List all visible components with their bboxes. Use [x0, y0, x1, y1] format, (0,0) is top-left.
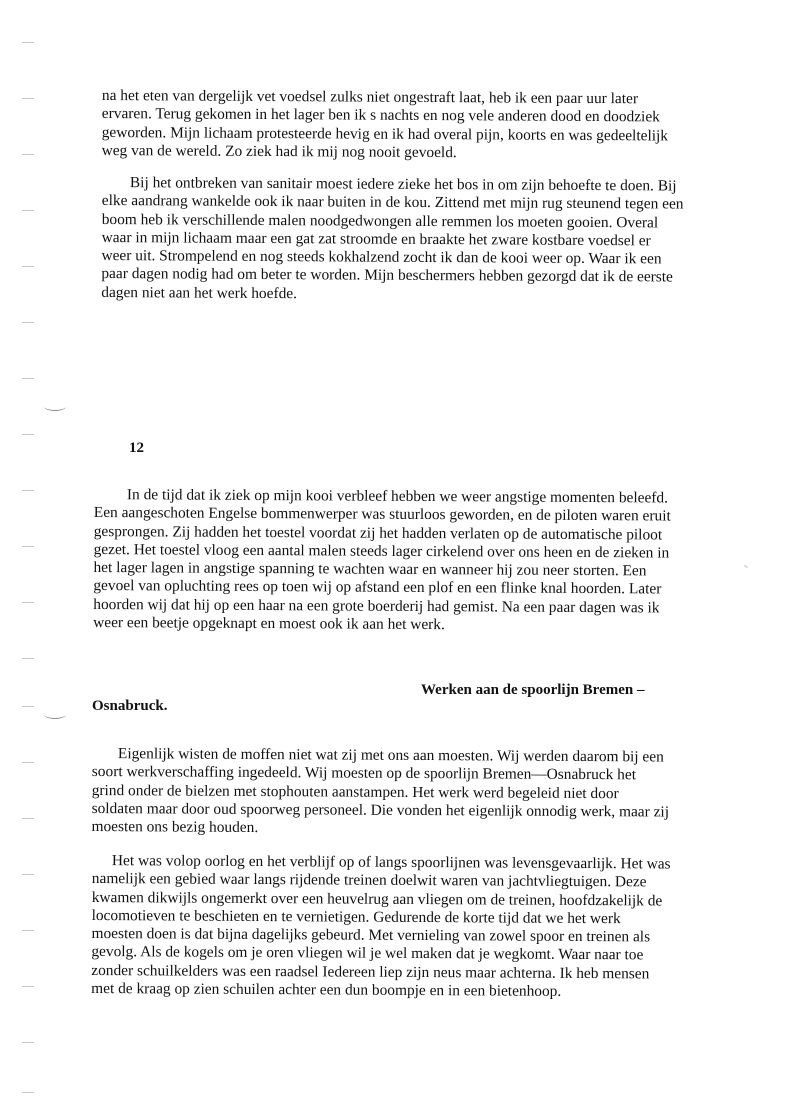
text-line: gezet. Het toestel vloog een aantal malen steeds lager cirkelend over ons heen en de zieken in: [93, 540, 670, 562]
paragraph-5: [91, 852, 671, 1002]
text-line: soort werkverschaffing ingedeeld. Wij moesten op de spoorlijn Bremen—Osnabruck het: [91, 763, 637, 784]
text-line: kwamen dikwijls ongemerkt over een heuvelrug aan vliegen om de treinen, hoofdzakelijk de: [91, 888, 663, 910]
text-line: dagen niet aan het werk hoefde.: [101, 283, 298, 302]
margin-mark: [22, 546, 34, 547]
margin-mark: [22, 154, 34, 155]
text-line: met de kraag op zien schuilen achter een dun boompje en in een bietenhoop.: [91, 980, 562, 1000]
paragraph-4: [91, 745, 669, 840]
margin-mark: [22, 1042, 34, 1043]
scan-speck: [744, 565, 748, 568]
text-line: In de tijd dat ik ziek op mijn kooi verbleef hebben we weer angstige momenten beleefd.: [126, 486, 669, 507]
text-line: zonder schuilkelders was een raadsel Iedereen liep zijn neus maar achterna. Ik heb mensen: [91, 961, 650, 983]
text-line: moesten doen is dat bijna dagelijks gebeurd. Met vernieling van zowel spoor en treinen als: [91, 925, 651, 946]
margin-mark: [22, 874, 34, 875]
section-heading: Werken aan de spoorlijn Bremen –: [421, 682, 645, 698]
text-line: locomotieven te beschieten en te vernietigen. Gedurende de korte tijd dat we het werk: [91, 906, 621, 928]
punch-hole-mark: [44, 710, 66, 719]
margin-mark: [22, 706, 34, 707]
text-line: ervaren. Terug gekomen in het lager ben ik s nachts en nog vele anderen dood en doodziek: [101, 105, 660, 126]
margin-mark: [22, 1092, 34, 1093]
margin-mark: [22, 602, 34, 603]
margin-mark: [22, 322, 34, 323]
text-line: namelijk een gebied waar langs rijdende treinen doelwit waren van jachtvliegtuigen. Deze: [91, 870, 647, 891]
text-line: soldaten maar door oud spoorweg personeel. Die vonden het eigenlijk onnodig werk, maar zij: [91, 799, 670, 821]
margin-mark: [22, 98, 34, 99]
margin-mark: [22, 762, 34, 763]
text-line: waar in mijn lichaam maar een gat zat stroomde en braakte het zware kostbare voedsel er: [101, 228, 651, 250]
margin-mark: [22, 930, 34, 931]
text-line: Eigenlijk wisten de moffen niet wat zij met ons aan moesten. Wij werden daarom bij een: [117, 745, 664, 766]
margin-mark: [22, 658, 34, 659]
text-line: grind onder de bielzen met stophouten aanstampen. Het werk werd begeleid niet door: [91, 781, 619, 802]
paragraph-1: [102, 87, 669, 164]
margin-mark: [22, 266, 34, 267]
text-line: Het was volop oorlog en het verblijf op of langs spoorlijnen was levensgevaarlijk. Het was: [111, 852, 671, 873]
text-line: moesten ons bezig houden.: [91, 818, 259, 837]
margin-mark: [22, 986, 34, 987]
text-line: weer uit. Strompelend en nog steeds kokhalzend zocht ik dan de kooi weer op. Waar ik een: [101, 247, 662, 268]
punch-hole-mark: [44, 402, 66, 411]
text-line: het lager lagen in angstige spanning te wachten waar en wanneer hij zou neer storten. Een: [93, 559, 647, 580]
text-line: boom heb ik verschillende malen noodgedwongen alle remmen los moeten gooien. Overal: [101, 210, 659, 231]
margin-mark: [22, 818, 34, 819]
text-line: gevolg. Als de kogels om je oren vliegen wil je wel maken dat je wegkomt. Waar naar toe: [91, 943, 644, 964]
chapter-number: 12: [129, 440, 144, 456]
text-line: Een aangeschoten Engelse bommenwerper was stuurloos geworden, en de piloten waren eruit: [93, 504, 671, 525]
text-line: na het eten van dergelijk vet voedsel zulks niet ongestraft laat, heb ik een paar uur later: [101, 87, 639, 108]
text-line: Bij het ontbreken van sanitair moest iedere zieke het bos in om zijn behoefte te doen. Bij: [129, 174, 677, 195]
margin-mark: [22, 378, 34, 379]
text-line: hoorden wij dat hij op een haar na een grote boerderij had gemist. Na een paar dagen was ik: [93, 595, 660, 617]
text-line: paar dagen nodig had om beter te worden. Mijn beschermers hebben gezorgd dat ik de eerste: [101, 265, 673, 286]
paragraph-2: [101, 174, 683, 306]
margin-mark: [22, 434, 34, 435]
text-line: elke aandrang wankelde ook ik naar buiten in de kou. Zittend met mijn rug steunend tegen een: [101, 192, 684, 213]
margin-mark: [22, 42, 34, 43]
text-line: geworden. Mijn lichaam protesteerde hevig en ik had overal pijn, koorts en was gedeeltelijk: [101, 123, 669, 145]
section-heading-continued: Osnabruck.: [92, 698, 168, 714]
text-line: weg van de wereld. Zo ziek had ik mij nog nooit gevoeld.: [101, 141, 457, 162]
paragraph-3: [93, 486, 671, 636]
margin-mark: [22, 490, 34, 491]
text-line: weer een beetje opgeknapt en moest ook ik aan het werk.: [93, 614, 445, 634]
text-line: gevoel van opluchting rees op toen wij op afstand een plof en een flinke knal hoorden. Later: [93, 577, 662, 598]
text-line: gesprongen. Zij hadden het toestel voordat zij het hadden verlaten op de automatische piloot: [93, 522, 663, 544]
margin-mark: [22, 210, 34, 211]
